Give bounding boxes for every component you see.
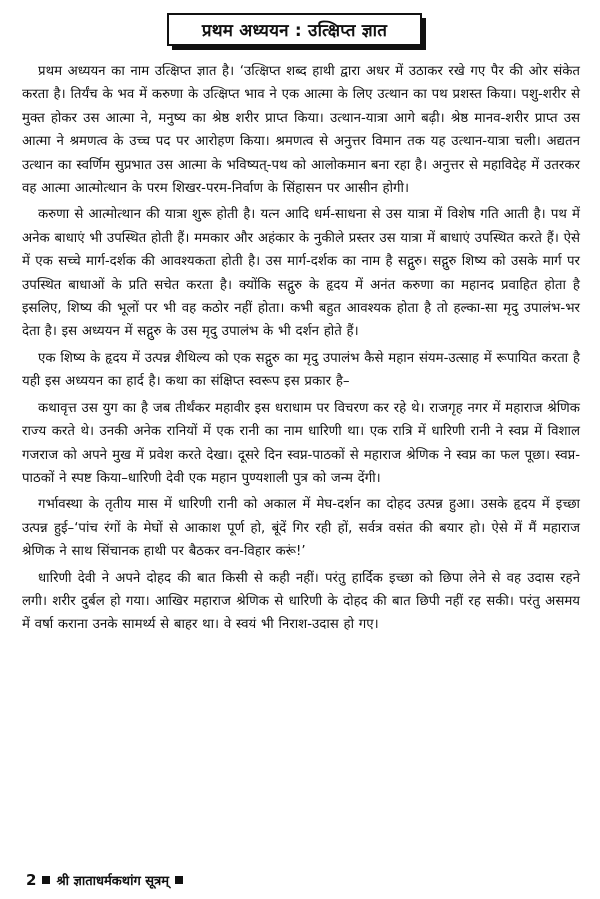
- chapter-title: प्रथम अध्ययन : उत्क्षिप्त ज्ञात: [201, 21, 388, 41]
- page-footer: [26, 868, 183, 892]
- page-body: [22, 60, 580, 640]
- paragraph-1: प्रथम अध्ययन का नाम उत्क्षिप्त ज्ञात है। ‘उत्क्षिप्त शब्द हाथी द्वारा अधर में उठाकर रखे गए पैर की ओर संकेत करता है। तिर्यंच के भव में करुणा के उत्क्षिप्त भाव ने एक आत्मा के लिए उत्थान का पथ प्रशस्त किया। पशु-शरीर से मुक्त होकर उस आत्मा ने, मनुष्य का श्रेष्ठ शरीर प्राप्त किया। उत्थान-यात्रा आगे बढ़ी। श्रेष्ठ मानव-शरीर प्राप्त उस आत्मा ने श्रमणत्व के उच्च पद पर आरोहण किया। श्रमणत्व से अनुत्तर विमान तक यह उत्थान-यात्रा चली। अद्यतन उत्थान का स्वर्णिम सुप्रभात उस आत्मा के भविष्यत्-पथ को आलोकमान बना रहा है। अनुत्तर से महाविदेह में उतरकर वह आत्मा आत्मोत्थान के परम शिखर-परम-निर्वाण के सिंहासन पर आसीन होगी।: [22, 64, 580, 197]
- chapter-title-box: [167, 13, 422, 46]
- square-bullet-icon: [175, 876, 183, 884]
- paragraph-6: धारिणी देवी ने अपने दोहद की बात किसी से कही नहीं। परंतु हार्दिक इच्छा को छिपा लेने से वह उदास रहने लगी। शरीर दुर्बल हो गया। आखिर महाराज श्रेणिक से धारिणी के दोहद की बात छिपी नहीं रह सकी। परंतु असमय में वर्षा कराना उनके सामर्थ्य से बाहर था। वे स्वयं भी निराश-उदास हो गए।: [22, 570, 580, 633]
- book-title: श्री ज्ञाताधर्मकथांग सूत्रम्: [56, 874, 170, 889]
- square-bullet-icon: [42, 876, 50, 884]
- paragraph-3: एक शिष्य के हृदय में उत्पन्न शैथिल्य को एक सद्गुरु का मृदु उपालंभ कैसे महान संयम-उत्साह में रूपायित करता है यही इस अध्ययन का हार्द है। कथा का संक्षिप्त स्वरूप इस प्रकार है–: [22, 350, 580, 390]
- page-number: 2: [26, 871, 37, 889]
- paragraph-5: गर्भावस्था के तृतीय मास में धारिणी रानी को अकाल में मेघ-दर्शन का दोहद उत्पन्न हुआ। उसके हृदय में इच्छा उत्पन्न हुई–‘पांच रंगों के मेघों से आकाश पूर्ण हो, बूंदें गिर रही हों, सर्वत्र वसंत की बयार हो। ऐसे में मैं महाराज श्रेणिक ने साथ सिंचानक हाथी पर बैठकर वन-विहार करूं!’: [22, 497, 580, 560]
- paragraph-4: कथावृत्त उस युग का है जब तीर्थंकर महावीर इस धराधाम पर विचरण कर रहे थे। राजगृह नगर में महाराज श्रेणिक राज्य करते थे। उनकी अनेक रानियों में एक रानी का नाम धारिणी था। एक रात्रि में धारिणी रानी ने स्वप्न में विशाल गजराज को अपने मुख में प्रवेश करते देखा। दूसरे दिन स्वप्न-पाठकों से महाराज श्रेणिक ने स्वप्न का फल पूछा। स्वप्न-पाठकों ने स्पष्ट किया–धारिणी देवी एक महान पुण्यशाली पुत्र को जन्म देंगी।: [22, 400, 580, 486]
- paragraph-2: करुणा से आत्मोत्थान की यात्रा शुरू होती है। यत्न आदि धर्म-साधना से उस यात्रा में विशेष गति आती है। पथ में अनेक बाधाएं भी उपस्थित होती हैं। ममकार और अहंकार के नुकीले प्रस्तर उस यात्रा में बाधाएं उपस्थित करते हैं। ऐसे में एक सच्चे मार्ग-दर्शक की आवश्यकता होती है। उस मार्ग-दर्शक का नाम है सद्गुरु। सद्गुरु शिष्य को उसके मार्ग पर उपस्थित बाधाओं के प्रति सचेत करता है। क्योंकि सद्गुरु के हृदय में अनंत करुणा का महानद प्रवाहित होता है इसलिए, शिष्य की भूलों पर भी वह कठोर नहीं होता। कभी बहुत आवश्यक होता है तो हल्का-सा मृदु उपालंभ-भर देता है। इस अध्ययन में सद्गुरु के उस मृदु उपालंभ के भी दर्शन होते हैं।: [22, 207, 580, 340]
